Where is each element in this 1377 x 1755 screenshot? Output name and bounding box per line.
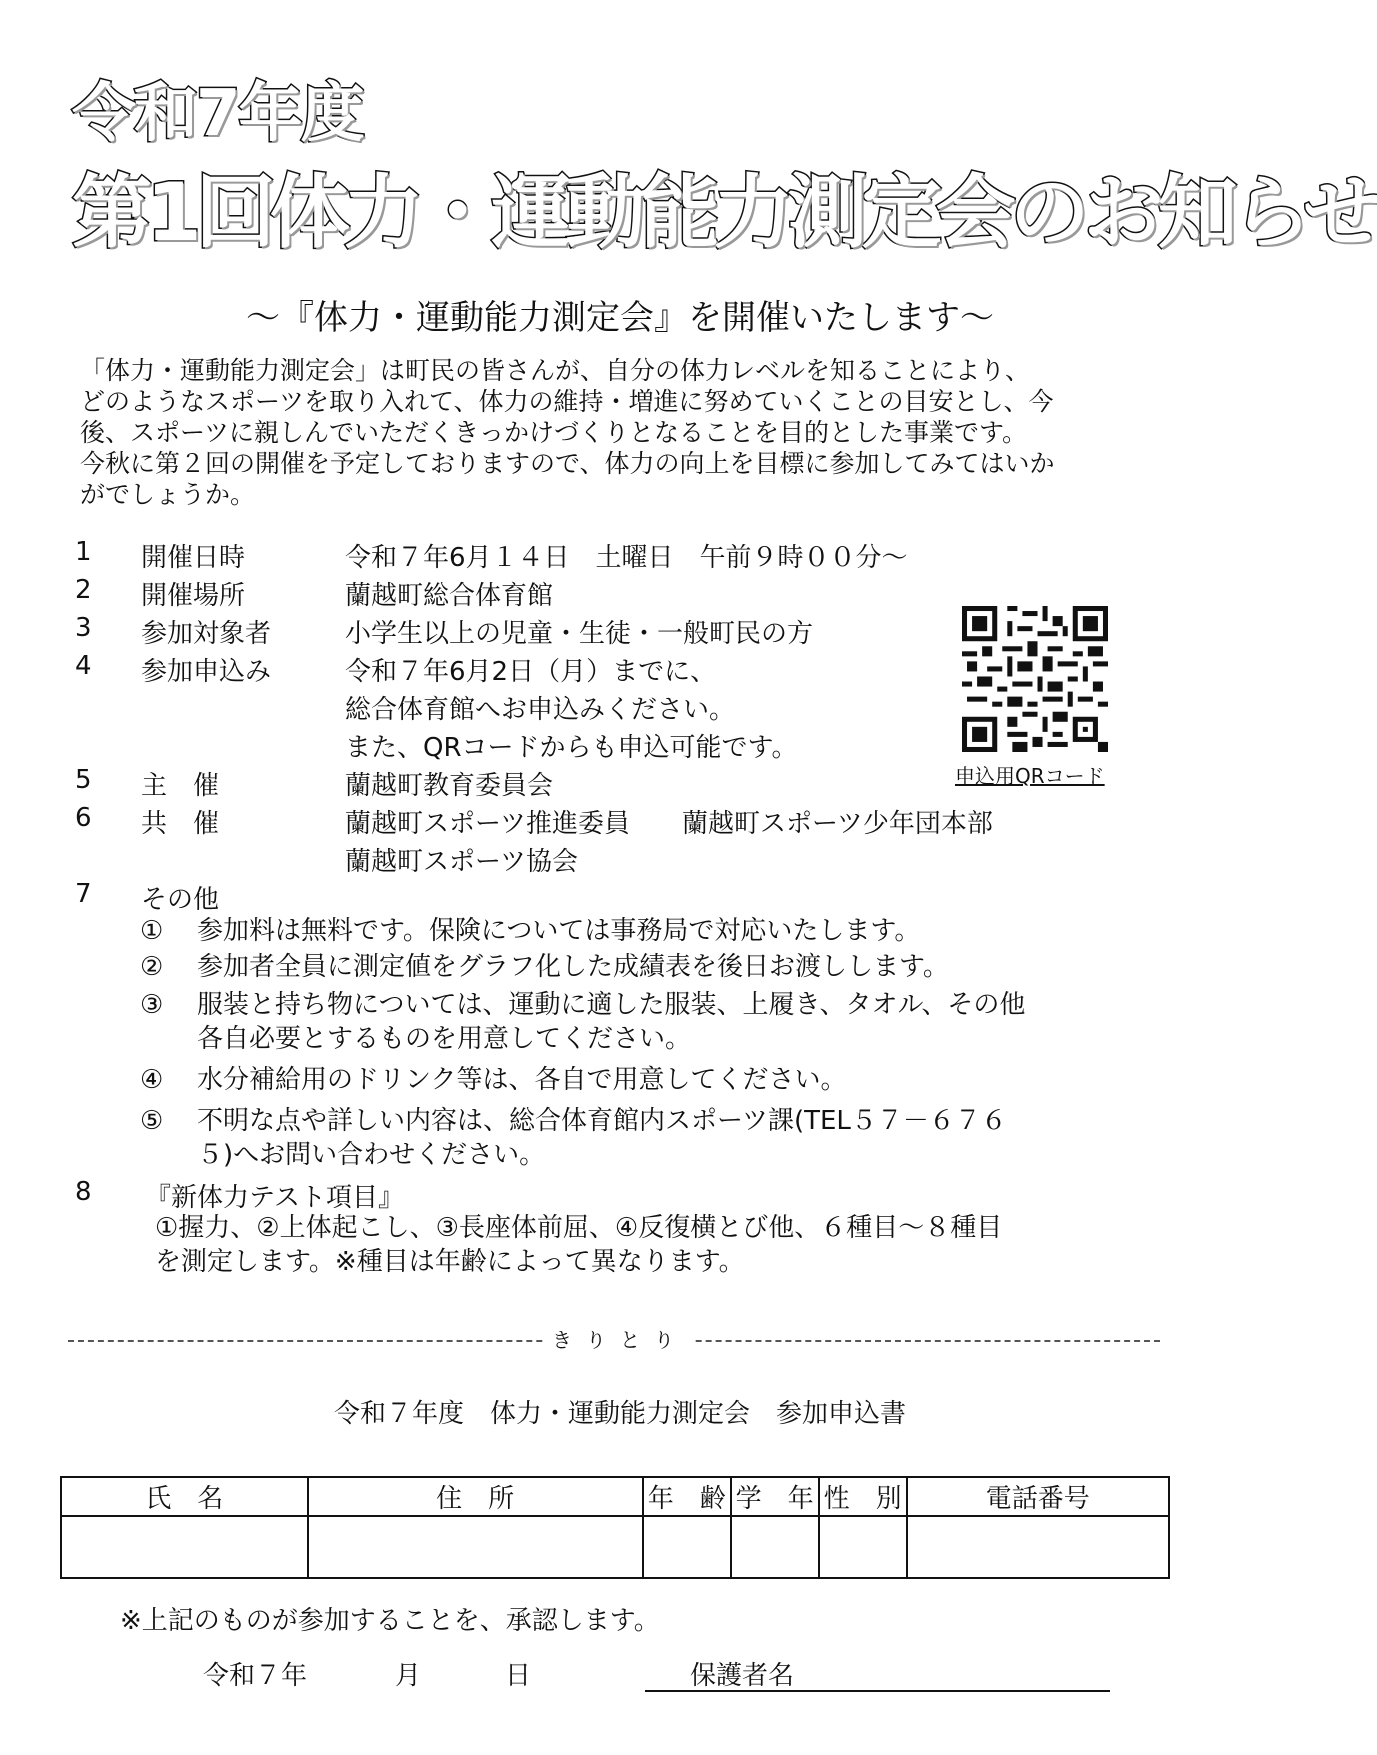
other-mark: ② [140,952,164,982]
date-month: 月 [395,1661,422,1691]
other-text: 参加料は無料です。保険については事務局で対応いたします。 [197,916,921,946]
age-field[interactable] [643,1516,731,1578]
item-label: 参加対象者 [141,619,272,649]
header-name: 氏 名 [61,1477,308,1516]
name-field[interactable] [61,1516,308,1578]
header-gender: 性 別 [819,1477,907,1516]
header-grade: 学 年 [731,1477,819,1516]
item-number: 1 [75,537,92,567]
item-value: 令和７年6月2日（月）までに、 [345,657,717,687]
item-number: 8 [75,1177,92,1207]
test-items-line: を測定します。※種目は年齢によって異なります。 [155,1247,745,1277]
intro-line: 今秋に第２回の開催を予定しておりますので、体力の向上を目標に参加してみてはいか [80,449,1055,478]
other-text: 参加者全員に測定値をグラフ化した成績表を後日お渡しします。 [197,952,949,982]
title-line2: 第1回体力・運動能力測定会のお知らせ [72,166,1377,259]
item-label: 開催日時 [141,543,246,573]
other-text: 服装と持ち物については、運動に適した服装、上履き、タオル、その他 [197,990,1026,1020]
grade-field[interactable] [731,1516,819,1578]
item-label: 主 催 [141,771,220,801]
header-age: 年 齢 [643,1477,731,1516]
item-value: 小学生以上の児童・生徒・一般町民の方 [345,619,814,649]
application-table [60,1476,1170,1579]
consent-text: ※上記のものが参加することを、承認します。 [120,1606,660,1636]
form-title: 令和７年度 体力・運動能力測定会 参加申込書 [333,1399,906,1429]
item-number: 3 [75,613,92,643]
test-items-line: ①握力、②上体起こし、③長座体前屈、④反復横とび他、６種目～８種目 [155,1213,1003,1243]
item-label: その他 [141,885,220,915]
guardian-signature-line[interactable] [645,1690,1110,1692]
guardian-label: 保護者名 [690,1661,795,1691]
intro-line: 「体力・運動能力測定会」は町民の皆さんが、自分の体力レベルを知ることにより、 [80,356,1031,385]
item-number: 5 [75,765,92,795]
cut-label-wrap [0,1324,1240,1353]
title-line1: 令和7年度 [72,77,363,151]
other-mark: ④ [140,1065,164,1095]
item-value: 蘭越町スポーツ推進委員 蘭越町スポーツ少年団本部 [345,809,993,839]
qr-code-icon[interactable] [962,606,1108,752]
item-number: 2 [75,575,92,605]
header-phone: 電話番号 [907,1477,1169,1516]
date-day: 日 [505,1661,532,1691]
item-label: 『新体力テスト項目』 [145,1183,404,1213]
other-text: 水分補給用のドリンク等は、各自で用意してください。 [197,1065,847,1095]
subtitle: ～『体力・運動能力測定会』を開催いたします～ [246,298,994,338]
other-mark: ③ [140,990,164,1020]
gender-field[interactable] [819,1516,907,1578]
item-number: 7 [75,879,92,909]
other-text: ５)へお問い合わせください。 [197,1140,546,1170]
other-text: 不明な点や詳しい内容は、総合体育館内スポーツ課(TEL５７－６７６ [197,1106,1007,1136]
item-label: 共 催 [141,809,220,839]
phone-field[interactable] [907,1516,1169,1578]
item-label: 参加申込み [141,657,272,687]
item-label: 開催場所 [141,581,246,611]
intro-line: 後、スポーツに親しんでいただくきっかけづくりとなることを目的とした事業です。 [80,418,1028,447]
intro-paragraph [80,355,1170,510]
intro-line: どのようなスポーツを取り入れて、体力の維持・増進に努めていくことの目安とし、今 [80,387,1054,416]
item-value: 蘭越町教育委員会 [345,771,554,801]
address-field[interactable] [308,1516,643,1578]
item-value: 蘭越町総合体育館 [345,581,554,611]
item-value: 蘭越町スポーツ協会 [345,847,578,877]
qr-caption: 申込用QRコード [955,764,1105,788]
header-address: 住 所 [308,1477,643,1516]
date-year: 令和７年 [203,1661,308,1691]
other-text: 各自必要とするものを用意してください。 [197,1024,692,1054]
item-number: 4 [75,651,92,681]
item-number: 6 [75,803,92,833]
item-value: 令和７年6月１４日 土曜日 午前９時００分～ [345,543,908,573]
other-mark: ① [140,916,164,946]
cut-label: きりとり [546,1328,694,1352]
item-value: 総合体育館へお申込みください。 [345,695,736,725]
item-value: また、QRコードからも申込可能です。 [345,733,798,763]
intro-line: がでしょうか。 [80,480,256,509]
other-mark: ⑤ [140,1106,164,1136]
